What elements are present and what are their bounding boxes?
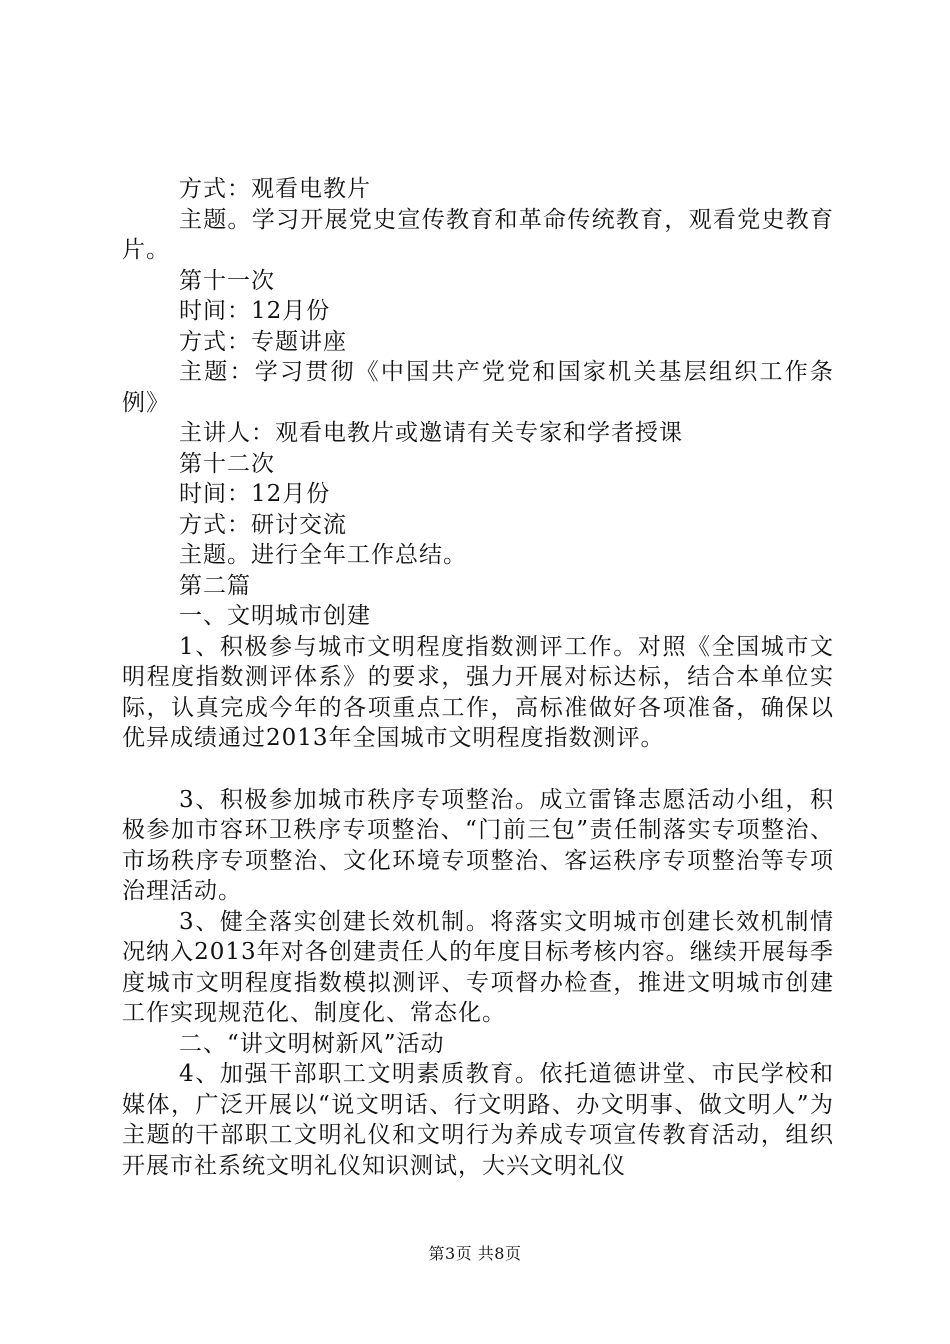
paragraph: 主题。学习开展党史宣传教育和革命传统教育，观看党史教育片。 [122, 206, 834, 263]
paragraph: 时间：12月份 [179, 481, 331, 507]
paragraph: 第十一次 [179, 267, 275, 294]
document-body [122, 174, 834, 1181]
section-heading: 二、“讲文明树新风”活动 [179, 1030, 445, 1057]
paragraph: 第十二次 [179, 450, 275, 477]
paragraph: 时间：12月份 [179, 298, 331, 324]
paragraph: 主题：学习贯彻《中国共产党党和国家机关基层组织工作条例》 [122, 359, 834, 416]
section-heading: 第二篇 [179, 572, 251, 599]
paragraph: 3、积极参加城市秩序专项整治。成立雷锋志愿活动小组，积极参加市容环卫秩序专项整治、“门前三包”责任制落实专项整治、市场秩序专项整治、文化环境专项整治、客运秩序专项整治等专项治理活动。 [122, 786, 834, 904]
paragraph: 方式：研讨交流 [179, 511, 347, 538]
paragraph: 方式：观看电教片 [179, 176, 371, 202]
paragraph: 方式：专题讲座 [179, 328, 347, 355]
paragraph: 3、健全落实创建长效机制。将落实文明城市创建长效机制情况纳入2013年对各创建责任人的年度目标考核内容。继续开展每季度城市文明程度指数模拟测评、专项督办检查，推进文明城市创建工作实现规范化、制度化、常态化。 [122, 908, 834, 1026]
paragraph: 1、积极参与城市文明程度指数测评工作。对照《全国城市文明程度指数测评体系》的要求，强力开展对标达标，结合本单位实际，认真完成今年的各项重点工作，高标准做好各项准备，确保以优异成绩通过2013年全国城市文明程度指数测评。 [122, 633, 834, 751]
paragraph: 4、加强干部职工文明素质教育。依托道德讲堂、市民学校和媒体，广泛开展以“说文明话、行文明路、办文明事、做文明人”为主题的干部职工文明礼仪和文明行为养成专项宣传教育活动，组织开展市社系统文明礼仪知识测试，大兴文明礼仪 [122, 1061, 834, 1179]
blank-line [122, 754, 834, 785]
section-heading: 一、文明城市创建 [179, 603, 371, 629]
page-number-footer: 第3页 共8页 [428, 1244, 522, 1263]
paragraph: 主讲人：观看电教片或邀请有关专家和学者授课 [179, 420, 683, 446]
paragraph: 主题。进行全年工作总结。 [179, 542, 467, 568]
